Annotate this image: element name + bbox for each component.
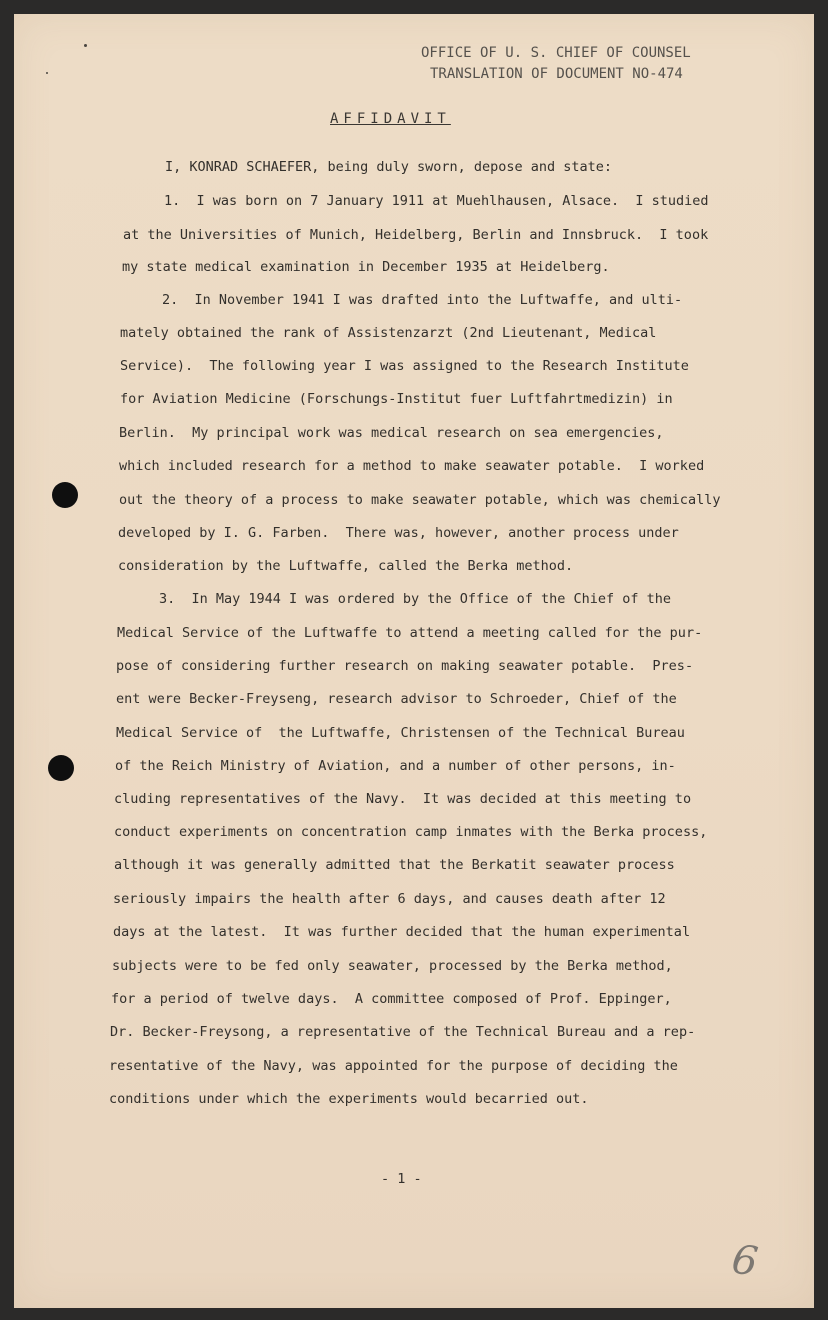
body-line: at the Universities of Munich, Heidelberg, Berlin and Innsbruck. I took	[123, 227, 709, 243]
paper-speck	[46, 72, 48, 74]
body-line: mately obtained the rank of Assistenzarzt (2nd Lieutenant, Medical	[120, 325, 657, 341]
body-line: 1. I was born on 7 January 1911 at Muehlhausen, Alsace. I studied	[164, 193, 709, 209]
body-line: Dr. Becker-Freysong, a representative of the Technical Bureau and a rep-	[110, 1024, 696, 1040]
body-line: Medical Service of the Luftwaffe to attend a meeting called for the pur-	[117, 625, 703, 641]
body-line: cluding representatives of the Navy. It was decided at this meeting to	[114, 791, 692, 807]
body-line: seriously impairs the health after 6 days, and causes death after 12	[113, 891, 666, 907]
body-line: conditions under which the experiments would becarried out.	[109, 1091, 589, 1107]
body-line: pose of considering further research on making seawater potable. Pres-	[116, 658, 694, 674]
body-line: consideration by the Luftwaffe, called the Berka method.	[118, 558, 574, 574]
body-line: 3. In May 1944 I was ordered by the Office of the Chief of the	[159, 591, 672, 607]
body-line: out the theory of a process to make seawater potable, which was chemically	[119, 492, 721, 508]
header-translation-line: TRANSLATION OF DOCUMENT NO-474	[430, 66, 683, 82]
document-title: AFFIDAVIT	[330, 111, 451, 127]
body-line: developed by I. G. Farben. There was, however, another process under	[118, 525, 679, 541]
body-line: Service). The following year I was assigned to the Research Institute	[120, 358, 689, 374]
punch-hole	[48, 755, 74, 781]
handwritten-folio-number: 6	[728, 1236, 761, 1286]
body-line: although it was generally admitted that the Berkatit seawater process	[114, 857, 675, 873]
body-line: Berlin. My principal work was medical research on sea emergencies,	[119, 425, 664, 441]
body-line: conduct experiments on concentration camp inmates with the Berka process,	[114, 824, 708, 840]
body-line: Medical Service of the Luftwaffe, Christensen of the Technical Bureau	[116, 725, 685, 741]
page-number: - 1 -	[381, 1171, 422, 1187]
body-line: subjects were to be fed only seawater, processed by the Berka method,	[112, 958, 673, 974]
body-line: for Aviation Medicine (Forschungs-Institut fuer Luftfahrtmedizin) in	[120, 391, 673, 407]
body-line: of the Reich Ministry of Aviation, and a number of other persons, in-	[115, 758, 676, 774]
body-line: days at the latest. It was further decided that the human experimental	[113, 924, 691, 940]
body-line: 2. In November 1941 I was drafted into the Luftwaffe, and ulti-	[162, 292, 683, 308]
body-line: for a period of twelve days. A committee composed of Prof. Eppinger,	[111, 991, 672, 1007]
body-line: which included research for a method to make seawater potable. I worked	[119, 458, 705, 474]
body-line: ent were Becker-Freyseng, research advisor to Schroeder, Chief of the	[116, 691, 677, 707]
paper-speck	[84, 44, 87, 47]
header-office-line: OFFICE OF U. S. CHIEF OF COUNSEL	[421, 45, 691, 61]
punch-hole	[52, 482, 78, 508]
body-line: my state medical examination in December 1935 at Heidelberg.	[122, 259, 610, 275]
body-line: I, KONRAD SCHAEFER, being duly sworn, depose and state:	[165, 159, 613, 175]
body-line: resentative of the Navy, was appointed for the purpose of deciding the	[109, 1058, 678, 1074]
